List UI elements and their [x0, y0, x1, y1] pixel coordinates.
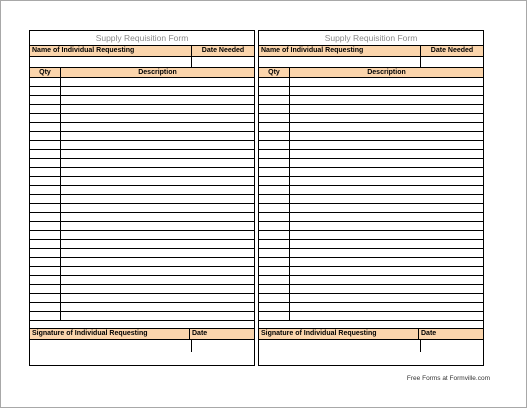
item-rows [30, 78, 254, 328]
item-row [30, 159, 254, 168]
item-row [259, 141, 483, 150]
qty-cell[interactable] [30, 123, 61, 131]
item-row [259, 222, 483, 231]
date-field[interactable] [420, 340, 483, 352]
column-header-row [30, 68, 254, 78]
name-label: Name of Individual Requesting [32, 47, 135, 54]
description-cell[interactable] [290, 294, 483, 302]
requisition-form-right [258, 30, 484, 366]
qty-cell[interactable] [259, 132, 290, 140]
form-title: Supply Requisition Form [95, 33, 189, 43]
item-row [30, 186, 254, 195]
qty-cell[interactable] [30, 141, 61, 149]
description-cell[interactable] [61, 258, 254, 266]
description-cell[interactable] [61, 123, 254, 131]
qty-cell[interactable] [30, 87, 61, 95]
name-label: Name of Individual Requesting [261, 47, 364, 54]
item-row [30, 294, 254, 303]
qty-cell[interactable] [259, 249, 290, 257]
qty-cell[interactable] [30, 258, 61, 266]
description-cell[interactable] [290, 195, 483, 203]
item-row [30, 87, 254, 96]
qty-cell[interactable] [259, 177, 290, 185]
item-row [30, 312, 254, 321]
qty-cell[interactable] [259, 87, 290, 95]
description-cell[interactable] [61, 222, 254, 230]
item-row [30, 231, 254, 240]
qty-cell[interactable] [259, 312, 290, 320]
description-cell[interactable] [290, 258, 483, 266]
description-cell[interactable] [290, 204, 483, 212]
description-cell[interactable] [61, 168, 254, 176]
qty-cell[interactable] [30, 312, 61, 320]
description-cell[interactable] [290, 132, 483, 140]
item-row [259, 294, 483, 303]
qty-cell[interactable] [259, 186, 290, 194]
item-row [259, 258, 483, 267]
item-row [30, 114, 254, 123]
footer-credit: Free Forms at Formville.com [406, 375, 490, 382]
description-cell[interactable] [61, 213, 254, 221]
signature-field[interactable] [259, 340, 420, 352]
date-needed-field[interactable] [420, 57, 483, 67]
description-cell[interactable] [290, 186, 483, 194]
qty-cell[interactable] [259, 123, 290, 131]
description-cell[interactable] [61, 303, 254, 311]
description-cell[interactable] [290, 141, 483, 149]
qty-cell[interactable] [259, 258, 290, 266]
qty-cell[interactable] [30, 186, 61, 194]
description-cell[interactable] [61, 87, 254, 95]
footer-input-row [259, 340, 483, 352]
description-cell[interactable] [290, 87, 483, 95]
item-row [30, 177, 254, 186]
item-row [259, 96, 483, 105]
item-row [259, 186, 483, 195]
item-row [30, 276, 254, 285]
qty-cell[interactable] [259, 141, 290, 149]
qty-cell[interactable] [30, 213, 61, 221]
header-label-row [30, 45, 254, 57]
description-cell[interactable] [290, 78, 483, 86]
date-label: Date [189, 329, 254, 339]
description-cell[interactable] [290, 267, 483, 275]
qty-cell[interactable] [30, 150, 61, 158]
qty-cell[interactable] [30, 276, 61, 284]
item-row [259, 159, 483, 168]
description-cell[interactable] [61, 114, 254, 122]
description-cell[interactable] [61, 195, 254, 203]
form-title: Supply Requisition Form [324, 33, 418, 43]
description-cell[interactable] [290, 168, 483, 176]
item-row [30, 168, 254, 177]
item-row [259, 132, 483, 141]
column-header-row [259, 68, 483, 78]
qty-cell[interactable] [259, 267, 290, 275]
qty-cell[interactable] [30, 96, 61, 104]
date-label: Date [418, 329, 483, 339]
description-cell[interactable] [61, 141, 254, 149]
item-row [259, 231, 483, 240]
qty-cell[interactable] [30, 132, 61, 140]
qty-cell[interactable] [259, 204, 290, 212]
date-needed-label: Date Needed [191, 46, 254, 56]
qty-cell[interactable] [259, 150, 290, 158]
item-rows [259, 78, 483, 328]
signature-label: Signature of Individual Requesting [32, 330, 148, 337]
description-cell[interactable] [61, 249, 254, 257]
qty-cell[interactable] [30, 105, 61, 113]
date-needed-label: Date Needed [420, 46, 483, 56]
item-row [259, 204, 483, 213]
qty-cell[interactable] [30, 114, 61, 122]
item-row [259, 312, 483, 321]
qty-cell[interactable] [30, 240, 61, 248]
qty-cell[interactable] [30, 285, 61, 293]
item-row [259, 78, 483, 87]
item-row [30, 204, 254, 213]
item-row [30, 249, 254, 258]
item-row [30, 222, 254, 231]
qty-cell[interactable] [259, 168, 290, 176]
description-cell[interactable] [290, 276, 483, 284]
description-cell[interactable] [290, 303, 483, 311]
qty-cell[interactable] [259, 222, 290, 230]
item-row [259, 249, 483, 258]
description-cell[interactable] [61, 150, 254, 158]
qty-cell[interactable] [259, 105, 290, 113]
qty-cell[interactable] [259, 276, 290, 284]
name-field[interactable] [259, 57, 420, 67]
qty-cell[interactable] [259, 78, 290, 86]
qty-cell[interactable] [30, 195, 61, 203]
footer-label-row [30, 328, 254, 340]
item-row [259, 150, 483, 159]
qty-cell[interactable] [259, 294, 290, 302]
description-cell[interactable] [290, 213, 483, 221]
qty-cell[interactable] [259, 303, 290, 311]
qty-cell[interactable] [30, 78, 61, 86]
description-cell[interactable] [290, 231, 483, 239]
qty-cell[interactable] [259, 195, 290, 203]
item-row [30, 78, 254, 87]
item-row [30, 141, 254, 150]
qty-cell[interactable] [259, 285, 290, 293]
qty-cell[interactable] [30, 204, 61, 212]
description-cell[interactable] [61, 132, 254, 140]
qty-cell[interactable] [30, 159, 61, 167]
item-row [259, 195, 483, 204]
item-row [30, 195, 254, 204]
qty-header: Qty [259, 68, 290, 77]
signature-label: Signature of Individual Requesting [261, 330, 377, 337]
item-row [259, 303, 483, 312]
description-header: Description [138, 69, 177, 76]
item-row [259, 114, 483, 123]
description-cell[interactable] [290, 240, 483, 248]
qty-cell[interactable] [259, 96, 290, 104]
item-row [30, 132, 254, 141]
description-cell[interactable] [290, 285, 483, 293]
description-cell[interactable] [61, 276, 254, 284]
header-label-row [259, 45, 483, 57]
description-cell[interactable] [290, 114, 483, 122]
name-field[interactable] [30, 57, 191, 67]
item-row [30, 267, 254, 276]
header-input-row [259, 57, 483, 68]
description-cell[interactable] [61, 78, 254, 86]
item-row [259, 87, 483, 96]
date-field[interactable] [191, 340, 254, 352]
footer-input-row [30, 340, 254, 352]
description-cell[interactable] [61, 294, 254, 302]
qty-cell[interactable] [259, 159, 290, 167]
item-row [259, 285, 483, 294]
requisition-form-left [29, 30, 255, 366]
footer-label-row [259, 328, 483, 340]
description-cell[interactable] [290, 96, 483, 104]
description-cell[interactable] [61, 204, 254, 212]
item-row [30, 150, 254, 159]
qty-cell[interactable] [30, 249, 61, 257]
qty-cell[interactable] [30, 267, 61, 275]
item-row [30, 105, 254, 114]
item-row [259, 177, 483, 186]
qty-cell[interactable] [30, 222, 61, 230]
description-cell[interactable] [61, 96, 254, 104]
item-row [259, 213, 483, 222]
date-needed-field[interactable] [191, 57, 254, 67]
description-cell[interactable] [61, 285, 254, 293]
description-cell[interactable] [61, 186, 254, 194]
description-cell[interactable] [290, 312, 483, 320]
item-row [259, 123, 483, 132]
description-cell[interactable] [61, 159, 254, 167]
item-row [30, 258, 254, 267]
item-row [259, 276, 483, 285]
qty-cell[interactable] [259, 213, 290, 221]
description-cell[interactable] [290, 249, 483, 257]
header-input-row [30, 57, 254, 68]
description-header: Description [367, 69, 406, 76]
item-row [259, 240, 483, 249]
description-cell[interactable] [61, 231, 254, 239]
description-cell[interactable] [61, 240, 254, 248]
item-row [259, 168, 483, 177]
item-row [30, 213, 254, 222]
description-cell[interactable] [61, 267, 254, 275]
description-cell[interactable] [290, 177, 483, 185]
qty-cell[interactable] [259, 114, 290, 122]
qty-cell[interactable] [30, 303, 61, 311]
qty-cell[interactable] [259, 231, 290, 239]
description-cell[interactable] [61, 312, 254, 320]
description-cell[interactable] [290, 105, 483, 113]
description-cell[interactable] [290, 150, 483, 158]
item-row [259, 267, 483, 276]
item-row [30, 285, 254, 294]
description-cell[interactable] [61, 105, 254, 113]
qty-header: Qty [30, 68, 61, 77]
qty-cell[interactable] [30, 168, 61, 176]
item-row [30, 96, 254, 105]
qty-cell[interactable] [30, 177, 61, 185]
description-cell[interactable] [290, 123, 483, 131]
qty-cell[interactable] [30, 294, 61, 302]
description-cell[interactable] [290, 222, 483, 230]
item-row [259, 105, 483, 114]
description-cell[interactable] [290, 159, 483, 167]
description-cell[interactable] [61, 177, 254, 185]
qty-cell[interactable] [30, 231, 61, 239]
item-row [30, 240, 254, 249]
signature-field[interactable] [30, 340, 191, 352]
item-row [30, 123, 254, 132]
item-row [30, 303, 254, 312]
qty-cell[interactable] [259, 240, 290, 248]
